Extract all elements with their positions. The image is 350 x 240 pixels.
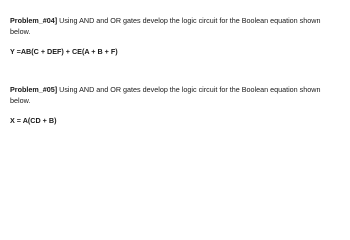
problem-05 xyxy=(10,85,342,126)
problem-id: Problem_#05] xyxy=(10,85,58,94)
problem-prompt xyxy=(10,16,342,37)
problem-text: Using AND and OR gates develop the logic circuit for the Boolean equation shown below. xyxy=(10,85,321,105)
problem-prompt xyxy=(10,85,342,106)
problem-text: Using AND and OR gates develop the logic circuit for the Boolean equation shown below. xyxy=(10,16,321,36)
boolean-equation: Y =AB(C + DEF) + CE(A + B + F) xyxy=(10,47,118,56)
problem-id: Problem_#04] xyxy=(10,16,58,25)
problem-04 xyxy=(10,16,342,57)
boolean-equation: X = A(CD + B) xyxy=(10,116,57,125)
